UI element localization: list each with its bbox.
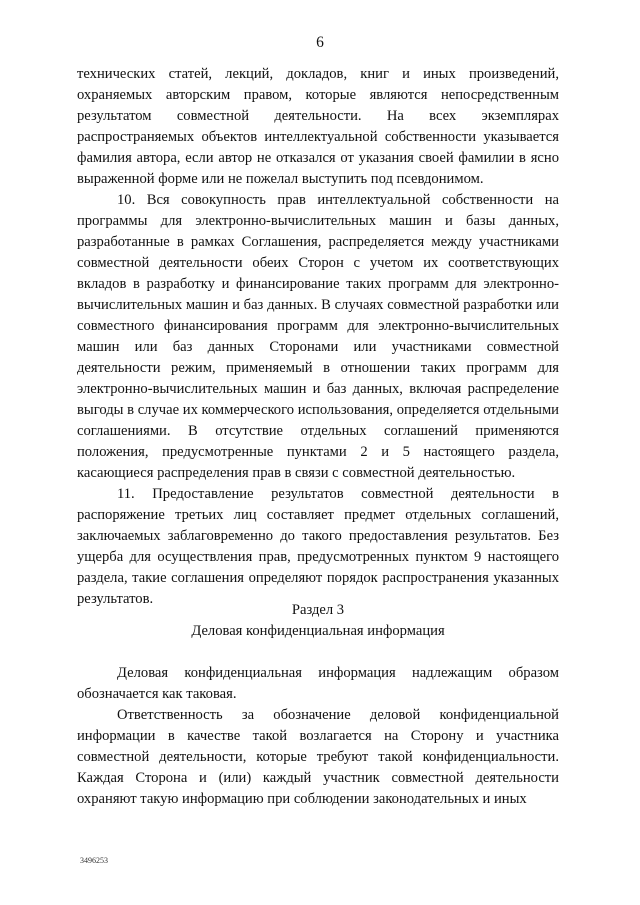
text-block-top (77, 64, 559, 610)
document-code: 3496253 (80, 856, 108, 865)
paragraph-confidential-2: Ответственность за обозначение деловой конфиденциальной информации в качестве такой возлагается на Сторону и участника совместной деятельности, которые требуют такой конфиденциальности. Каждая Сторона и (или) каждый участник совместной деятельности охраняют такую информацию при соблюдении законодательных и иных (77, 707, 559, 807)
paragraph-confidential-1: Деловая конфиденциальная информация надлежащим образом обозначается как таковая. (77, 665, 559, 702)
paragraph-item-11: 11. Предоставление результатов совместной деятельности в распоряжение третьих лиц составляет предмет отдельных соглашений, заключаемых заблаговременно до такого предоставления результатов. Без ущерба для осуществления прав, предусмотренных пунктом 9 настоящего раздела, такие соглашения определяют порядок распространения указанных результатов. (77, 486, 559, 607)
section-title: Деловая конфиденциальная информация (191, 623, 445, 639)
section-number: Раздел 3 (291, 602, 345, 618)
paragraph-continuation: технических статей, лекций, докладов, книг и иных произведений, охраняемых авторским правом, которые являются непосредственным результатом совместной деятельности. На всех экземплярах распространяемых объектов интеллектуальной собственности указывается фамилия автора, если автор не отказался от указания своей фамилии в ясно выраженной форме или не пожелал выступить под псевдонимом. (77, 66, 559, 187)
text-block-bottom (77, 600, 559, 810)
paragraph-item-10: 10. Вся совокупность прав интеллектуальной собственности на программы для электронно-вычислительных машин и базы данных, разработанные в рамках Соглашения, распределяется между участниками совместной деятельности обеих Сторон с учетом их соответствующих вкладов в разработку и финансирование таких программ для электронно-вычислительных машин и баз данных. В случаях совместной разработки или совместного финансирования программ для электронно-вычислительных машин или баз данных Сторонами или участниками совместной деятельности режим, применяемый в отношении таких программ для электронно-вычислительных машин и баз данных, включая распределение выгоды в случае их коммерческого использования, определяется отдельными соглашениями. В отсутствие отдельных соглашений применяются положения, предусмотренные пунктами 2 и 5 настоящего раздела, касающиеся распределения прав в связи с совместной деятельностью. (77, 192, 559, 481)
page-number: 6 (316, 34, 324, 51)
